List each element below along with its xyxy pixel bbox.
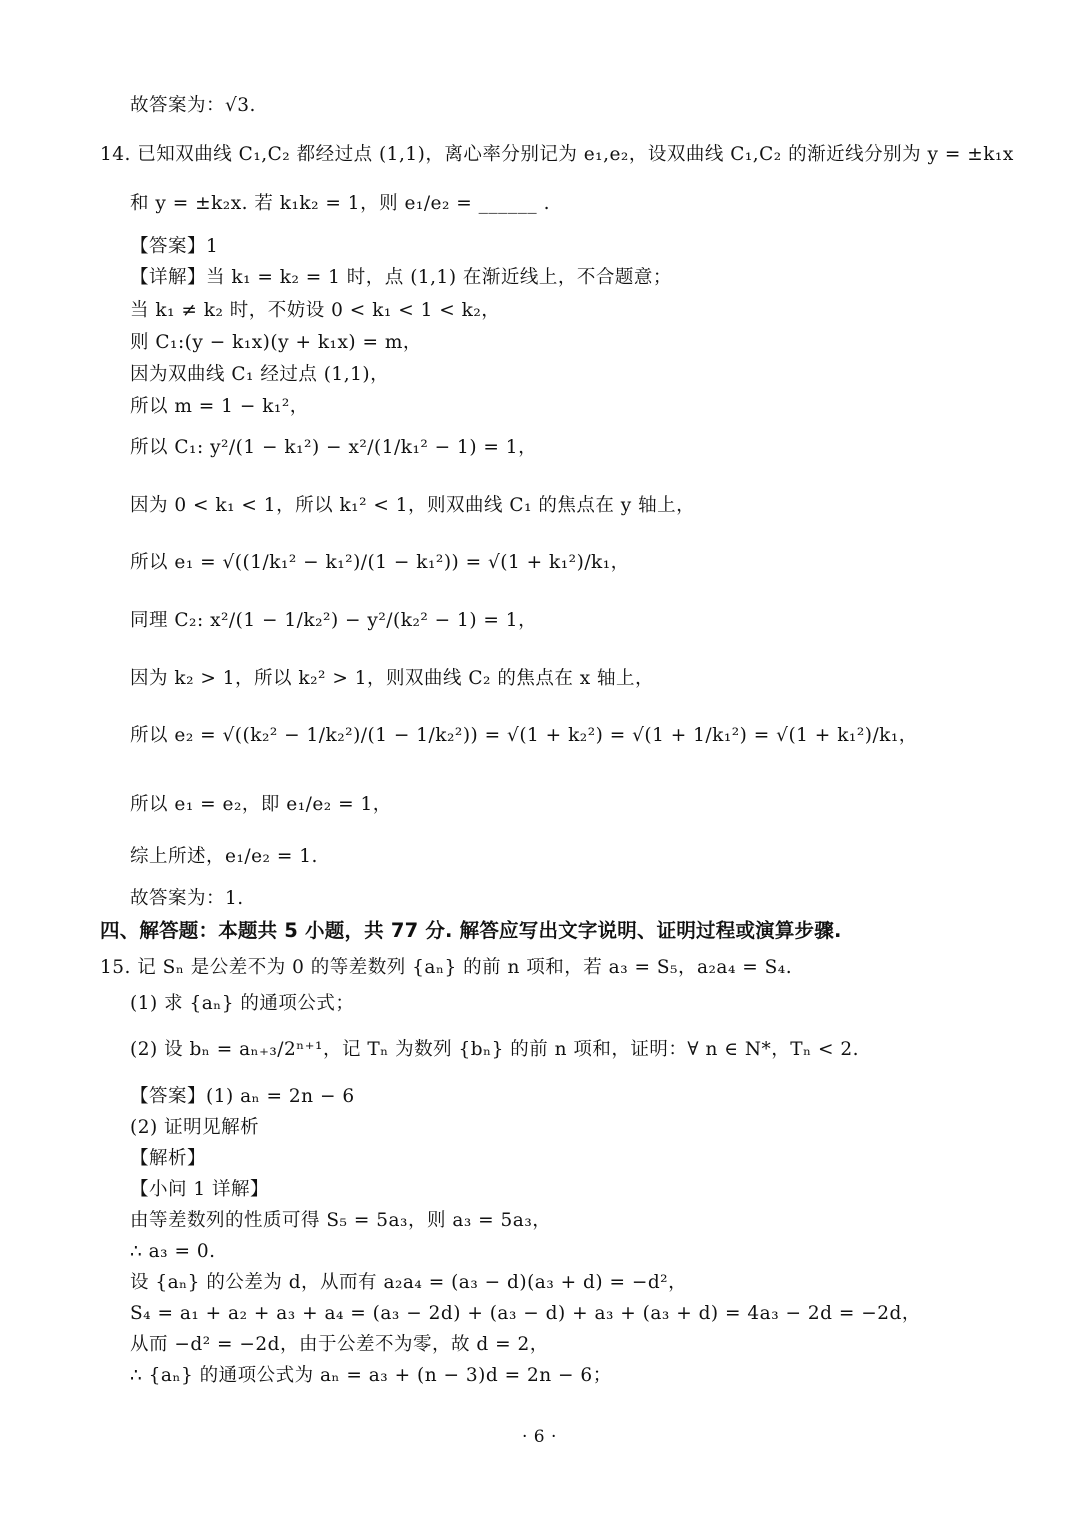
text-line: 从而 −d² = −2d，由于公差不为零，故 d = 2， — [130, 1334, 549, 1355]
text-line: 【详解】当 k₁ = k₂ = 1 时，点 (1,1) 在渐近线上，不合题意； — [130, 267, 672, 288]
text-line: 所以 e₁ = e₂，即 e₁/e₂ = 1， — [130, 794, 392, 815]
text-line: 【小问 1 详解】 — [130, 1179, 270, 1200]
text-line: 所以 C₁: y²/(1 − k₁²) − x²/(1/k₁² − 1) = 1， — [130, 437, 538, 458]
text-line: 故答案为：√3. — [130, 95, 256, 116]
text-line: (2) 设 bₙ = aₙ₊₃/2ⁿ⁺¹，记 Tₙ 为数列 {bₙ} 的前 n 项和，证明：∀ n ∈ N*，Tₙ < 2. — [130, 1039, 860, 1060]
text-line: 所以 m = 1 − k₁²， — [130, 396, 309, 417]
text-line: 因为双曲线 C₁ 经过点 (1,1)， — [130, 364, 390, 385]
text-line: 则 C₁:(y − k₁x)(y + k₁x) = m， — [130, 332, 422, 353]
text-line: (2) 证明见解析 — [130, 1117, 260, 1138]
text-line: 因为 k₂ > 1，所以 k₂² > 1，则双曲线 C₂ 的焦点在 x 轴上， — [130, 668, 655, 689]
text-line: 【解析】 — [130, 1148, 207, 1169]
text-line: 设 {aₙ} 的公差为 d，从而有 a₂a₄ = (a₃ − d)(a₃ + d) = −d²， — [130, 1272, 688, 1293]
text-line: 当 k₁ ≠ k₂ 时，不妨设 0 < k₁ < 1 < k₂， — [130, 300, 501, 321]
text-line: ∴ {aₙ} 的通项公式为 aₙ = a₃ + (n − 3)d = 2n − 6； — [130, 1365, 612, 1386]
text-line: 所以 e₂ = √((k₂² − 1/k₂²)/(1 − 1/k₂²)) = √(1 + k₂²) = √(1 + 1/k₁²) = √(1 + k₁²)/k₁， — [130, 725, 918, 746]
text-line: (1) 求 {aₙ} 的通项公式； — [130, 993, 355, 1014]
text-line: 15. 记 Sₙ 是公差不为 0 的等差数列 {aₙ} 的前 n 项和，若 a₃ = S₅，a₂a₄ = S₄. — [100, 957, 793, 978]
page-number: · 6 · — [522, 1427, 557, 1447]
text-line: 综上所述，e₁/e₂ = 1. — [130, 846, 318, 867]
text-line: 故答案为：1. — [130, 888, 244, 909]
text-line: 14. 已知双曲线 C₁,C₂ 都经过点 (1,1)，离心率分别记为 e₁,e₂，设双曲线 C₁,C₂ 的渐近线分别为 y = ±k₁x — [100, 144, 1014, 165]
text-line: 【答案】1 — [130, 236, 219, 257]
text-line: 和 y = ±k₂x. 若 k₁k₂ = 1，则 e₁/e₂ = ______ . — [130, 193, 550, 214]
text-line: 【答案】(1) aₙ = 2n − 6 — [130, 1086, 355, 1107]
text-line: 同理 C₂: x²/(1 − 1/k₂²) − y²/(k₂² − 1) = 1， — [130, 610, 538, 631]
section-heading: 四、解答题：本题共 5 小题，共 77 分. 解答应写出文字说明、证明过程或演算步骤. — [100, 919, 842, 942]
text-line: 由等差数列的性质可得 S₅ = 5a₃，则 a₃ = 5a₃， — [130, 1210, 552, 1231]
text-line: 因为 0 < k₁ < 1，所以 k₁² < 1，则双曲线 C₁ 的焦点在 y 轴上， — [130, 495, 696, 516]
text-line: ∴ a₃ = 0. — [130, 1241, 216, 1262]
text-line: 所以 e₁ = √((1/k₁² − k₁²)/(1 − k₁²)) = √(1 + k₁²)/k₁， — [130, 552, 630, 573]
text-line: S₄ = a₁ + a₂ + a₃ + a₄ = (a₃ − 2d) + (a₃ − d) + a₃ + (a₃ + d) = 4a₃ − 2d = −2d， — [130, 1303, 921, 1324]
